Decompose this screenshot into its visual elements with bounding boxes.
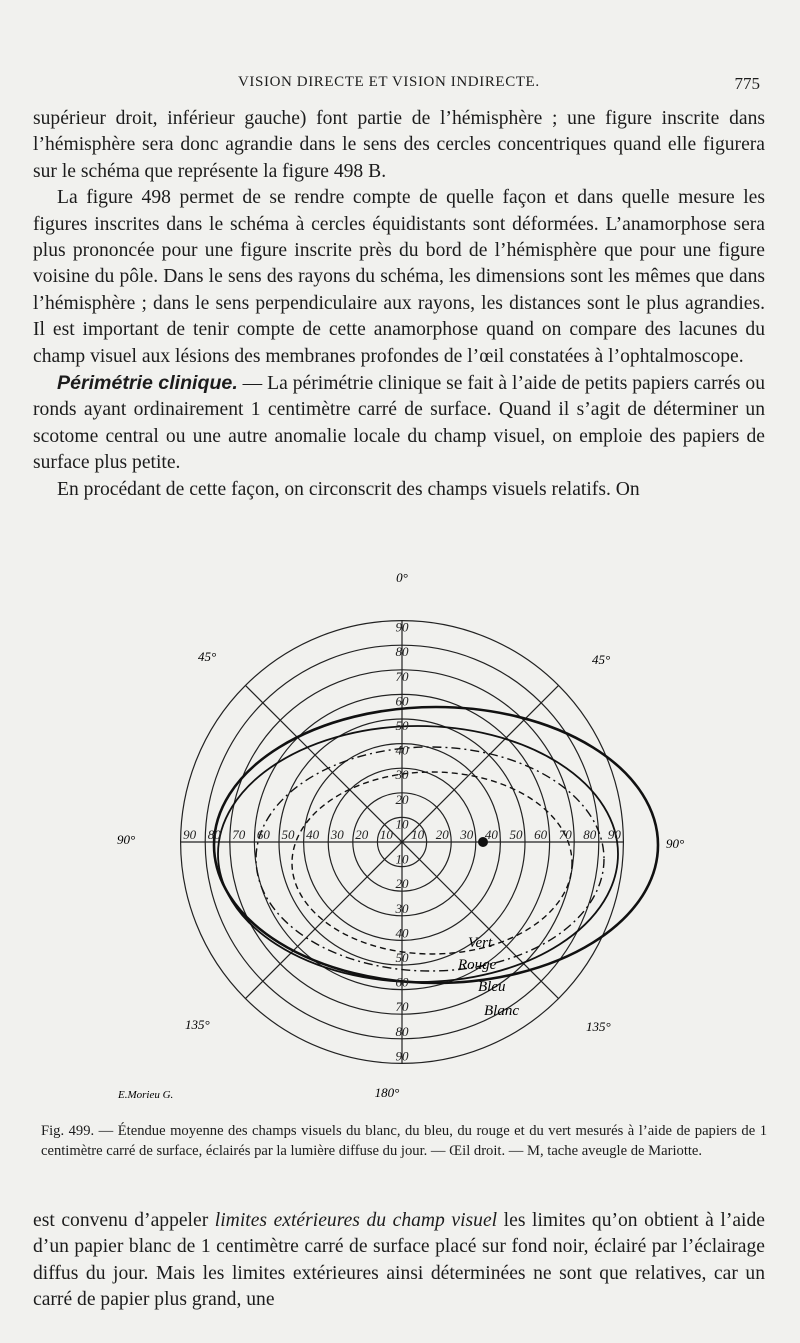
ring-label: 60 <box>534 827 548 842</box>
ring-label: 40 <box>306 827 320 842</box>
paragraph-start: est convenu d’appeler <box>33 1210 215 1231</box>
ring-label: 50 <box>395 718 409 733</box>
label-45-right: 45° <box>592 652 611 667</box>
ring-label: 90 <box>395 1048 409 1064</box>
paragraph: supérieur droit, inférieur gauche) font partie de l’hémisphère ; une figure inscrite dans l’hémisphère sera donc agrandie dans le sens des cercles concentriques quand elle figurera sur le schéma que représente la figure 498 B. <box>33 108 765 182</box>
ring-label: 70 <box>395 999 409 1015</box>
ring-label: 40 <box>395 925 409 941</box>
running-header <box>0 74 800 98</box>
ring-label: 90 <box>607 827 621 842</box>
field-curve-bleu <box>218 726 618 982</box>
ring-label: 10 <box>411 827 425 842</box>
ring-label: 50 <box>509 827 523 842</box>
ring-label: 90 <box>183 827 197 842</box>
ring-label: 30 <box>330 827 344 842</box>
caption-text: Fig. 499. — Étendue moyenne des champs visuels du blanc, du bleu, du rouge et du vert mesurés à l’aide de papiers de 1 centimètre carré de surface, éclairés par la lumière diffuse du jour. — Œil droit. — M, tache aveugle de Mariotte. <box>41 1123 767 1159</box>
field-curve-blanc <box>214 707 658 983</box>
engraver-signature: E.Morieu G. <box>118 1089 174 1101</box>
label-135-right: 135° <box>586 1019 611 1034</box>
curve-label-rouge: Rouge <box>458 957 497 973</box>
ring-label: 10 <box>395 816 409 832</box>
perimetry-chart <box>100 565 700 1110</box>
curve-label-blanc: Blanc <box>484 1003 519 1019</box>
ring-label: 20 <box>435 827 449 842</box>
ring-label: 10 <box>395 851 409 867</box>
body-text-top <box>33 106 765 503</box>
ring-label: 20 <box>395 791 409 807</box>
figure-caption <box>41 1122 767 1161</box>
ring-label: 30 <box>395 900 409 916</box>
ring-label: 80 <box>395 644 409 660</box>
ring-label: 90 <box>395 619 409 635</box>
paragraph-end: les limites qu’on obtient à l’aide d’un papier blanc de 1 centimètre carré de surface placé sur fond noir, éclairé par l’éclairage diffus du jour. Mais les limites extérieures ainsi déterminées ne sont que relatives, car un carré de papier plus grand, une <box>33 1210 765 1311</box>
ring-label: 80 <box>583 827 597 842</box>
ring-label: 50 <box>281 827 295 842</box>
ring-label: 20 <box>355 827 369 842</box>
ring-label: 30 <box>460 827 474 842</box>
ring-label: 20 <box>395 876 409 892</box>
ring-label: 40 <box>484 827 498 842</box>
ring-label: 80 <box>395 1023 409 1039</box>
field-curve-rouge <box>256 747 604 971</box>
label-90-left: 90° <box>117 832 136 847</box>
ring-label: 70 <box>232 827 246 842</box>
ring-label: 40 <box>395 742 409 758</box>
paragraph-body: — La périmétrie clinique se fait à l’aide de petits papiers carrés ou ronds ayant ordinairement 1 centimètre carré de surface. Quand il s’agit de déterminer un scotome central ou une autre anomalie locale du champ visuel, on emploie des papiers de surface plus petite. <box>33 373 765 474</box>
body-text-bottom <box>33 1208 765 1314</box>
perimetry-figure <box>100 565 700 1110</box>
label-0-deg: 0° <box>396 570 408 585</box>
label-135-left: 135° <box>185 1017 210 1032</box>
section-heading: Périmétrie clinique. <box>57 372 238 395</box>
page-number: 775 <box>734 74 760 93</box>
paragraph <box>33 1208 765 1314</box>
ring-label: 50 <box>395 950 409 965</box>
curve-label-vert: Vert <box>468 935 493 951</box>
paragraph <box>33 370 765 477</box>
curve-label-bleu: Bleu <box>478 979 506 995</box>
ring-label: 10 <box>379 827 393 842</box>
field-curve-vert <box>292 772 572 954</box>
ring-label: 60 <box>395 693 409 709</box>
ring-label: 70 <box>558 827 572 842</box>
label-90-right: 90° <box>666 836 685 851</box>
paragraph: La figure 498 permet de se rendre compte de quelle façon et dans quelle mesure les figures inscrites dans le schéma à cercles équidistants sont déformées. L’anamorphose sera plus prononcée pour une figure inscrite près du bord de l’hémisphère que pour une figure voisine du pôle. Dans le sens des rayons du schéma, les dimensions sont les mêmes que dans l’hémisphère ; dans le sens perpendiculaire aux rayons, les distances sont le plus agrandies. Il est important de tenir compte de cette anamorphose quand on compare des lacunes du champ visuel aux lésions des membranes profondes de l’œil constatées à l’ophtalmoscope. <box>33 187 765 367</box>
ring-label: 80 <box>207 827 221 842</box>
ring-label: 60 <box>395 974 409 990</box>
running-title: VISION DIRECTE ET VISION INDIRECTE. <box>238 74 540 90</box>
ring-label: 70 <box>395 668 409 684</box>
label-180-deg: 180° <box>374 1085 400 1100</box>
ring-label: 60 <box>256 827 270 842</box>
label-45-left: 45° <box>198 649 217 664</box>
ring-label: 30 <box>395 767 409 783</box>
paragraph: En procédant de cette façon, on circonscrit des champs visuels relatifs. On <box>57 478 640 500</box>
italic-term: limites extérieures du champ visuel <box>214 1210 498 1231</box>
